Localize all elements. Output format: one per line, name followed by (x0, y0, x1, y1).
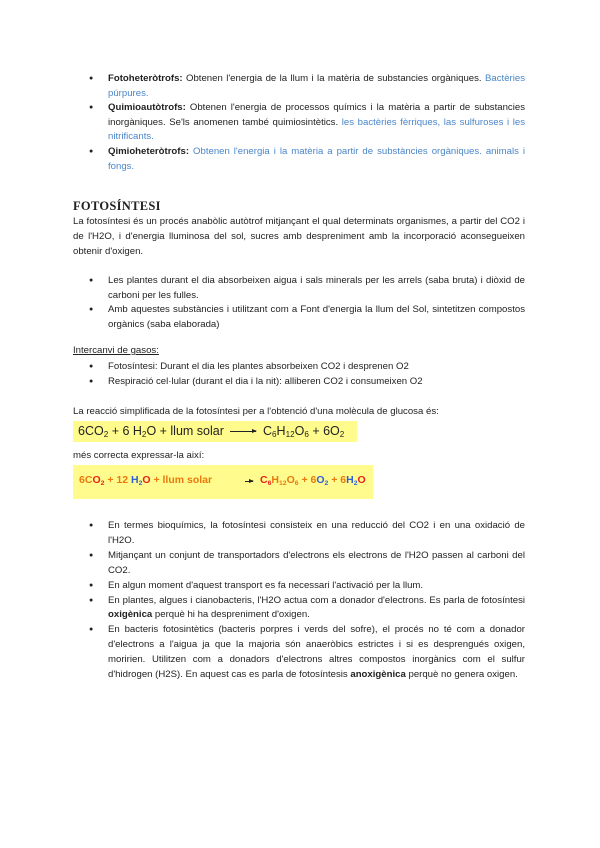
list-item: ● Mitjançant un conjunt de transportadors d'electrons els electrons de l'H2O passen al carboni del CO2. (108, 549, 525, 579)
term: Qimioheteròtrofs: (108, 145, 190, 157)
organism-types-list (108, 72, 525, 174)
equation-reactants: $6CO_2 + 6$ $H_2O$ + llum solar (78, 424, 224, 439)
reaction-arrow (230, 431, 256, 432)
equation-products: $C_6H_{12}O_6 + 6O_2$ (263, 424, 345, 439)
term: Quimioautòtrofs: (108, 102, 186, 114)
item-text: Obtenen l'energia de processos químics i la matèria a partir de substancies inorgàniques. Se'ls anomenen també quimiosintètics. (108, 102, 525, 128)
gas-exchange-heading: Intercanvi de gasos: (73, 345, 159, 356)
reaction-arrow (245, 481, 253, 482)
section-title: FOTOSÍNTESI (73, 199, 161, 213)
list-item: ● Les plantes durant el dia absorbeixen aigua i sals minerals per les arrels (saba bruta) i diòxid de carboni per les fulles. (108, 274, 525, 303)
list-item: ● En plantes, algues i cianobacteris, l'H2O actua com a donador d'electrons. Es parla de fotosíntesi oxigènica perquè hi ha despreniment d'oxigen. (108, 594, 525, 624)
equation-products: $C_6H_{12}O_6 + 6O_2 + 6H_2O$ (260, 474, 366, 487)
list-item: ● En termes bioquímics, la fotosíntesi consisteix en una reducció del CO2 i en una oxidació de l'H2O. (108, 519, 525, 549)
example-text: les bactèries fèrriques, las sulfuroses i les nitrificants. (108, 116, 526, 143)
equation-reactants: $6CO_2 + 12$ $H_2O$ + llum solar (79, 474, 213, 487)
list-item: ● En bacteris fotosintètics (bacteris porpres i verds del sofre), el procés no té com a donador d'electrons a l'aigua ja que la majoria són anaeròbics estrictes i si es desprengués oxigen, moririen. Utilitzen com a donadors d'electrons altres compostos inorgànics com el sulfur d'hidrogen (H2S). En aquest cas es parla de fotosíntesis anoxigènica perquè no genera oxigen. (108, 623, 525, 683)
correct-equation (73, 465, 373, 499)
list-item: ● Fotosíntesi: Durant el dia les plantes absorbeixen CO2 i desprenen O2 (108, 360, 525, 375)
biochemistry-list (108, 519, 525, 683)
list-item: ● Respiració cel·lular (durant el dia i la nit): alliberen CO2 i consumeixen O2 (108, 375, 525, 390)
gas-exchange-list (108, 360, 525, 389)
keyword: oxigènica (108, 609, 153, 621)
list-item (108, 145, 525, 174)
item-text: Obtenen l'energia de la llum i la matèria de substancies orgàniques. (182, 73, 485, 84)
example-text: Bactèries púrpures. (108, 73, 525, 99)
reaction-intro: La reacció simplificada de la fotosíntesi per a l'obtenció d'una molècula de glucosa és: (73, 406, 439, 417)
list-item (108, 72, 525, 101)
correct-intro: més correcta expressar-la així: (73, 450, 205, 461)
plant-list (108, 274, 525, 332)
list-item (108, 101, 525, 145)
simplified-equation (73, 421, 357, 442)
keyword: anoxigènica (350, 669, 406, 681)
intro-paragraph: La fotosíntesi és un procés anabòlic autòtrof mitjançant el qual determinats organismes, a partir del CO2 i de l'H2O, i d'energia lluminosa del sol, sucres amb despreniment amb la incorporació aconsegueixen obtenir d'oxigen. (73, 216, 525, 257)
list-item: ● Amb aquestes substàncies i utilitzant com a Font d'energia la llum del Sol, sintetitzen compostos orgànics (saba elaborada) (108, 303, 525, 332)
term: Fotoheteròtrofs: (108, 73, 183, 84)
example-text: Obtenen l'energia i la matèria a partir de substàncies orgàniques. animals i fongs. (108, 145, 525, 172)
list-item: ● En algun moment d'aquest transport es fa necessari l'activació per la llum. (108, 579, 525, 594)
